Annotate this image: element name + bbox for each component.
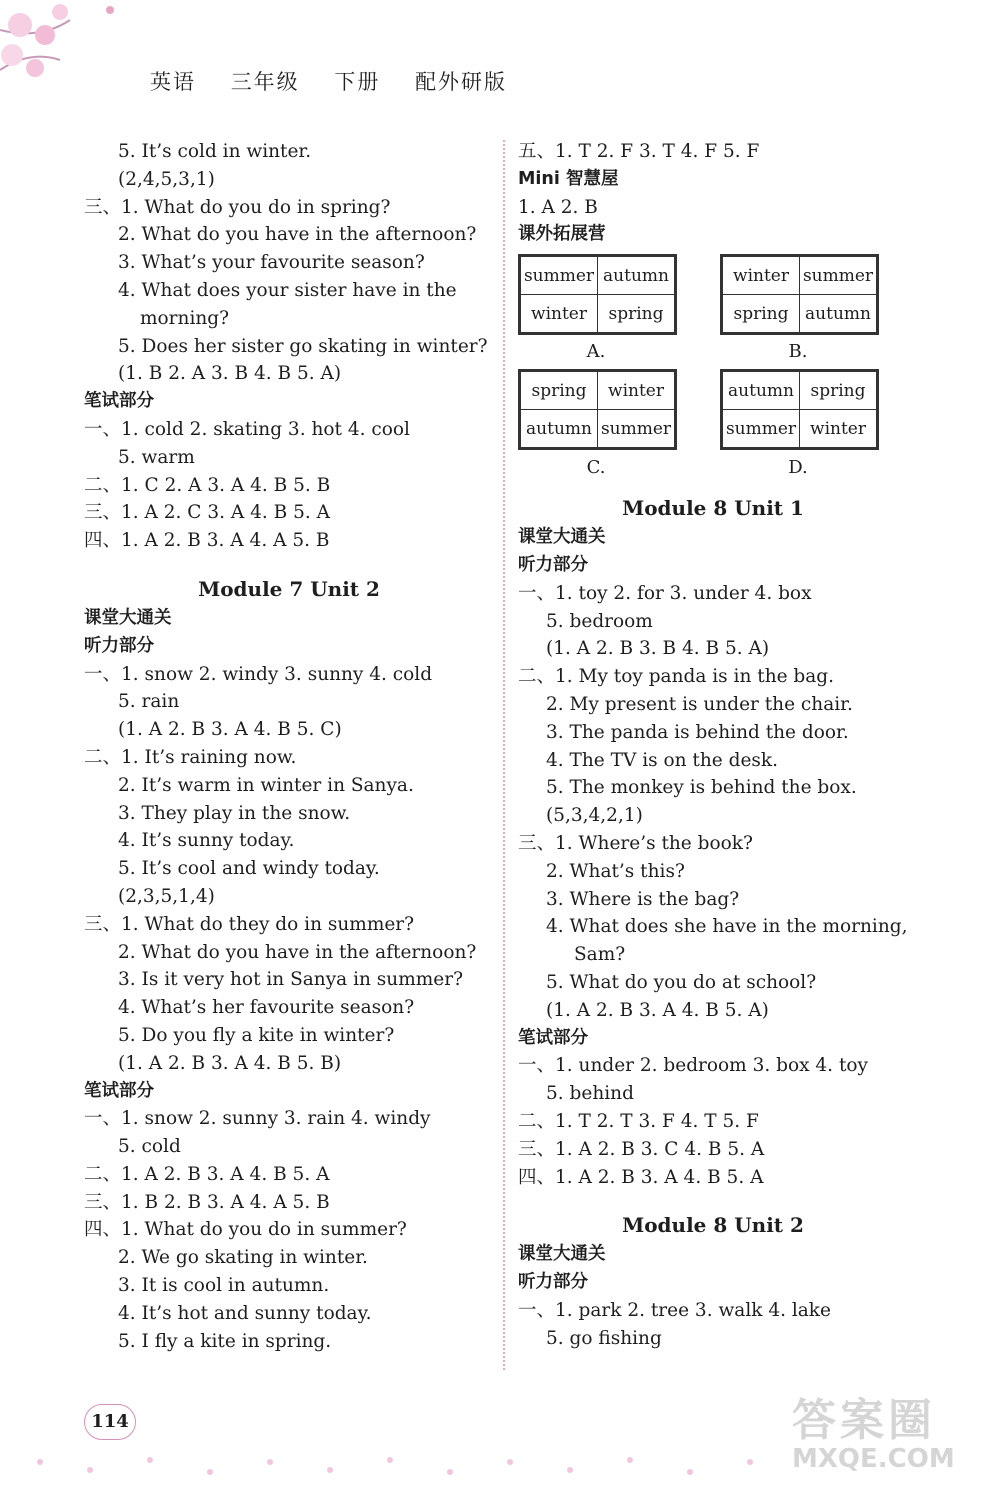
section-heading: 课堂大通关 — [518, 1244, 606, 1265]
answer-line: 一、1. snow 2. windy 3. sunny 4. cold — [84, 663, 433, 685]
grid-cell: autumn — [800, 295, 877, 333]
grid-cell: spring — [521, 372, 598, 410]
answer-line: (2,4,5,3,1) — [118, 168, 215, 190]
answer-line: 3. Where is the bag? — [546, 888, 740, 910]
season-grids — [518, 249, 908, 484]
answer-line: 一、1. snow 2. sunny 3. rain 4. windy — [84, 1108, 431, 1130]
answer-line: 4. It’s hot and sunny today. — [118, 1302, 372, 1324]
section-heading: 笔试部分 — [84, 391, 154, 412]
answer-line: 3. The panda is behind the door. — [546, 721, 849, 743]
season-grid-c — [518, 369, 677, 450]
section-heading: 课堂大通关 — [84, 607, 172, 628]
answer-line: 5. rain — [118, 691, 180, 713]
season-grid-a — [518, 254, 677, 335]
watermark-url: MXQE.COM — [792, 1444, 955, 1474]
grid-cell: winter — [723, 257, 800, 295]
answer-line: 2. What do you have in the afternoon? — [118, 941, 477, 963]
answer-line: 四、1. What do you do in summer? — [84, 1219, 407, 1241]
answer-line: 5. go fishing — [546, 1327, 662, 1349]
grid-cell: summer — [723, 410, 800, 448]
section-heading: 课外拓展营 — [518, 224, 606, 245]
header-edition: 配外研版 — [415, 70, 508, 94]
answer-line: 一、1. park 2. tree 3. walk 4. lake — [518, 1299, 831, 1321]
answer-line: 2. It’s warm in winter in Sanya. — [118, 774, 414, 796]
grid-cell: winter — [800, 410, 877, 448]
grid-label: A. — [586, 341, 606, 363]
answer-line: 二、1. My toy panda is in the bag. — [518, 666, 835, 688]
answer-line: 5. The monkey is behind the box. — [546, 777, 857, 799]
grid-cell: summer — [521, 257, 598, 295]
answer-line: 三、1. What do they do in summer? — [84, 913, 415, 935]
answer-line: 二、1. A 2. B 3. A 4. B 5. A — [84, 1163, 330, 1185]
answer-line: 三、1. A 2. B 3. C 4. B 5. A — [518, 1138, 765, 1160]
answer-line: 2. What do you have in the afternoon? — [118, 224, 477, 246]
grid-cell: winter — [598, 372, 675, 410]
answer-line: 5. I fly a kite in spring. — [118, 1330, 332, 1352]
right-column — [518, 138, 908, 1353]
grid-cell: autumn — [598, 257, 675, 295]
module-title: Module 8 Unit 2 — [622, 1213, 804, 1238]
answer-line: 一、1. cold 2. skating 3. hot 4. cool — [84, 418, 410, 440]
season-grid-d — [720, 369, 879, 450]
answer-line: 5. What do you do at school? — [546, 971, 817, 993]
answer-line: 2. My present is under the chair. — [546, 693, 853, 715]
answer-line: 3. They play in the snow. — [118, 802, 351, 824]
answer-line: 2. We go skating in winter. — [118, 1247, 368, 1269]
grid-cell: spring — [800, 372, 877, 410]
section-heading: 笔试部分 — [84, 1080, 154, 1101]
dot-border-decoration — [0, 1440, 1000, 1485]
answer-line: (1. A 2. B 3. B 4. B 5. A) — [546, 638, 770, 660]
answer-line: 三、1. B 2. B 3. A 4. A 5. B — [84, 1191, 330, 1213]
answer-line: 4. What’s her favourite season? — [118, 997, 415, 1019]
answer-line: 三、1. A 2. C 3. A 4. B 5. A — [84, 502, 331, 524]
section-heading: 听力部分 — [518, 554, 588, 575]
answer-line: 5. It’s cold in winter. — [118, 141, 312, 162]
grid-cell: spring — [723, 295, 800, 333]
answer-line: (1. A 2. B 3. A 4. B 5. C) — [118, 719, 342, 741]
answer-line: 5. bedroom — [546, 610, 653, 632]
grid-label: D. — [788, 457, 808, 479]
answer-line: 一、1. under 2. bedroom 3. box 4. toy — [518, 1055, 868, 1077]
answer-line: 5. behind — [546, 1083, 634, 1105]
header-subject: 英语 — [150, 70, 196, 94]
answer-line: (5,3,4,2,1) — [546, 805, 643, 827]
answer-line: 5. It’s cool and windy today. — [118, 858, 380, 880]
answer-line: 1. A 2. B — [518, 196, 598, 218]
section-heading: 课堂大通关 — [518, 527, 606, 548]
section-heading: 听力部分 — [84, 635, 154, 656]
answer-line: (1. B 2. A 3. B 4. B 5. A) — [118, 363, 342, 385]
answer-line: 五、1. T 2. F 3. T 4. F 5. F — [518, 141, 760, 162]
answer-line: 4. It’s sunny today. — [118, 830, 295, 852]
answer-line: 二、1. It’s raining now. — [84, 746, 297, 768]
answer-line: 一、1. toy 2. for 3. under 4. box — [518, 582, 812, 604]
page-number: 114 — [84, 1404, 136, 1440]
section-heading: 笔试部分 — [518, 1027, 588, 1048]
section-heading: Mini 智慧屋 — [518, 168, 619, 189]
answer-line: (1. A 2. B 3. A 4. B 5. B) — [118, 1052, 342, 1074]
column-divider — [503, 140, 505, 1370]
watermark-logo: 答案圈 — [792, 1395, 936, 1446]
answer-line: (1. A 2. B 3. A 4. B 5. A) — [546, 999, 769, 1021]
grid-cell: spring — [598, 295, 675, 333]
answer-line: 二、1. T 2. T 3. F 4. T 5. F — [518, 1110, 759, 1132]
answer-line: 3. Is it very hot in Sanya in summer? — [118, 969, 463, 991]
grid-cell: autumn — [723, 372, 800, 410]
header-grade: 三年级 — [230, 70, 300, 94]
answer-line: 5. Do you fly a kite in winter? — [118, 1024, 395, 1046]
answer-line: 4. What does she have in the morning, — [546, 916, 908, 938]
blossom-decoration — [0, 0, 140, 100]
answer-line: 5. cold — [118, 1136, 181, 1158]
grid-cell: winter — [521, 295, 598, 333]
answer-line: 四、1. A 2. B 3. A 4. A 5. B — [84, 530, 330, 552]
answer-line: 二、1. C 2. A 3. A 4. B 5. B — [84, 474, 331, 496]
answer-line: Sam? — [574, 944, 626, 966]
answer-line: 4. What does your sister have in the — [118, 279, 457, 301]
answer-line: morning? — [140, 307, 230, 329]
module-title: Module 8 Unit 1 — [622, 496, 804, 521]
answer-line: 5. Does her sister go skating in winter? — [118, 335, 488, 357]
answer-line: 三、1. Where’s the book? — [518, 832, 753, 854]
grid-cell: autumn — [521, 410, 598, 448]
answer-line: 三、1. What do you do in spring? — [84, 196, 391, 218]
season-grid-b — [720, 254, 879, 335]
answer-line: 4. The TV is on the desk. — [546, 749, 778, 771]
answer-line: 2. What’s this? — [546, 860, 685, 882]
answer-line: 四、1. A 2. B 3. A 4. B 5. A — [518, 1166, 764, 1188]
answer-line: (2,3,5,1,4) — [118, 885, 215, 907]
left-column — [84, 138, 494, 1355]
module-title: Module 7 Unit 2 — [198, 576, 380, 601]
section-heading: 听力部分 — [518, 1272, 588, 1293]
answer-line: 5. warm — [118, 446, 195, 468]
grid-label: C. — [586, 457, 606, 479]
answer-line: 3. What’s your favourite season? — [118, 252, 425, 274]
header-volume: 下册 — [334, 70, 381, 94]
answer-line: 3. It is cool in autumn. — [118, 1275, 330, 1297]
page-header — [150, 66, 533, 96]
grid-label: B. — [788, 341, 808, 363]
grid-cell: summer — [598, 410, 675, 448]
grid-cell: summer — [800, 257, 877, 295]
